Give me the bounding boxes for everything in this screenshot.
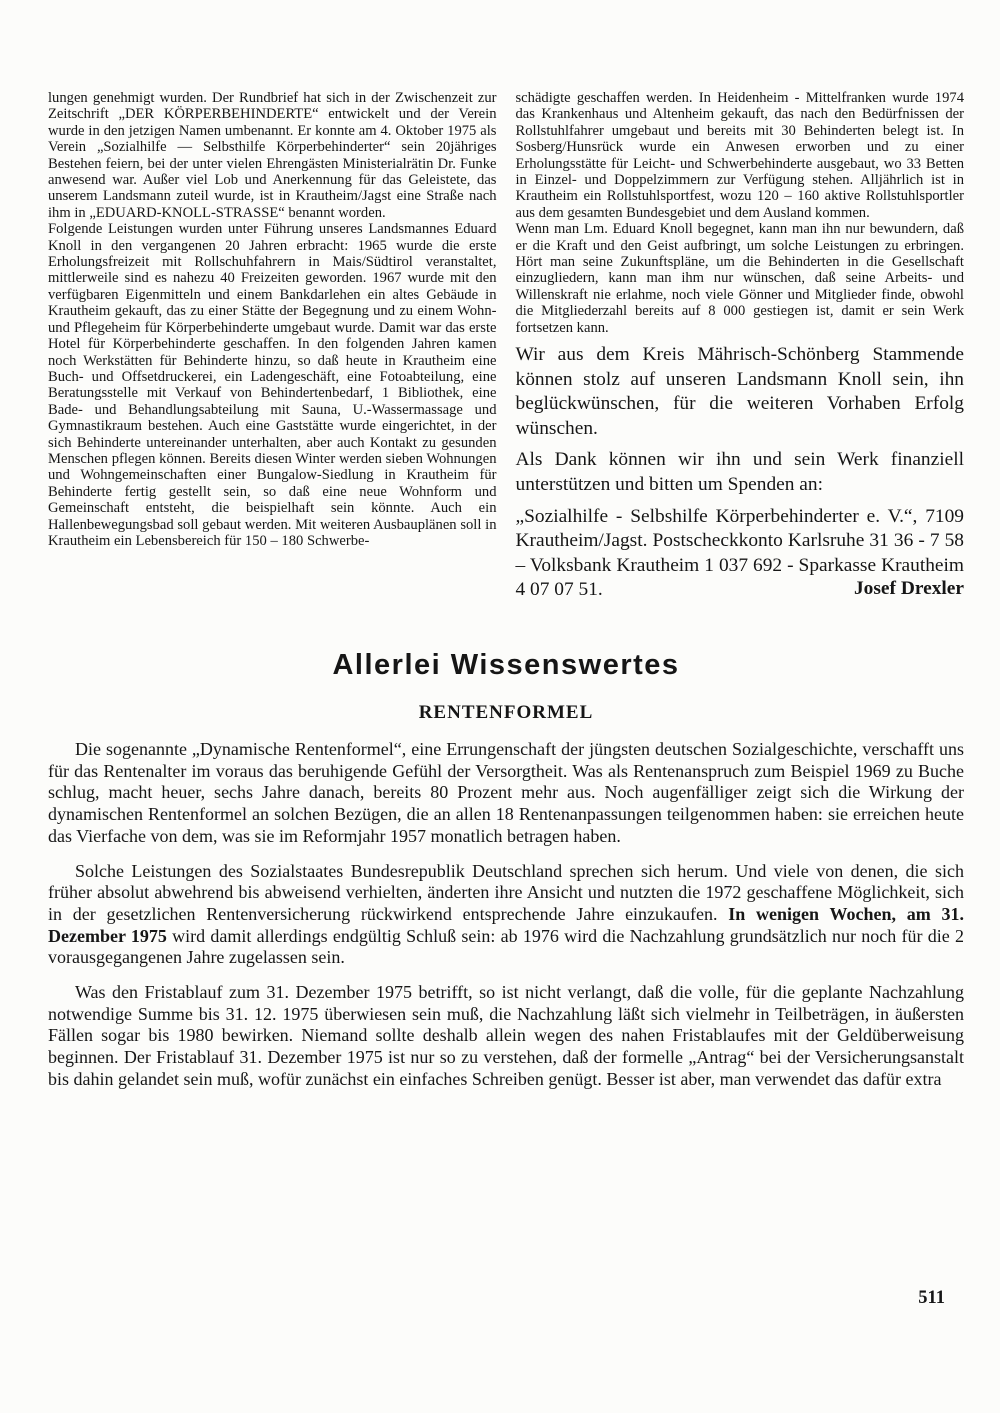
section-title: Allerlei Wissenswertes [332, 649, 680, 682]
right-column [516, 90, 965, 603]
page-number: 511 [918, 1288, 945, 1308]
paragraph: schädigte geschaffen werden. In Heidenheim - Mittelfranken wurde 1974 das Krankenhaus und Altenheim gekauft, das nach den Bedürfnissen der Rollstuhlfahrer umgebaut und bereits mit 30 Behinderten belegt ist. In Sosberg/Hunsrück wurde ein Anwesen erworben und zu einer Erholungsstätte für Leicht- und Schwerbehinderte ausgebaut, wo 33 Betten in Einzel- und Doppelzimmern zur Verfügung stehen. Alljährlich ist in Krautheim ein Rollstuhlsportfest, wozu 120 – 160 aktive Rollstuhlsportler aus dem gesamten Bundesgebiet und dem Ausland kommen. [515, 90, 964, 221]
author-signature: Josef Drexler [853, 578, 964, 600]
top-article [48, 90, 964, 603]
paragraph-emphasis: Als Dank können wir ihn und sein Werk finanziell unterstützen und bitten um Spenden an: [515, 449, 964, 496]
paragraph: lungen genehmigt wurden. Der Rundbrief hat sich in der Zwischenzeit zur Zeitschrift „DER KÖRPERBEHINDERTE“ entwickelt und der Verein wurde in den jetzigen Namen umbenannt. Er konnte am 4. Oktober 1975 als Verein „Sozialhilfe — Selbsthilfe Körperbehinderter“ sein 20jähriges Bestehen feiern, bei der unter vielen Ehrengästen Ministerialrätin Dr. Funke anwesend war. Außer viel Lob und Anerkennung für das Geleistete, das unserem Landsmann zuteil wurde, ist in Krautheim/Jagst eine Straße nach ihm in „EDUARD-KNOLL-STRASSE“ benannt worden. [48, 90, 497, 221]
paragraph-text: wird damit allerdings endgültig Schluß sein: ab 1976 wird die Nachzahlung grundsätzlich nur noch für die 2 vorausgegangenen Jahre zugelassen sein. [48, 925, 965, 968]
deadline-bold-text: In wenigen Wochen, am 31. Dezember 1975 [48, 903, 964, 946]
paragraph: Was den Fristablauf zum 31. Dezember 1975 betrifft, so ist nicht verlangt, daß die volle, für die geplante Nachzahlung notwendige Summe bis 31. 12. 1975 überwiesen sein muß, die Nachzahlung läßt sich vielmehr in Teilbeträgen, in äußersten Fällen sogar bis 1980 bewirken. Niemand sollte deshalb allein wegen des nahen Fristablaufes mit der Geldüberweisung beginnen. Der Fristablauf 31. Dezember 1975 ist nur so zu verstehen, daß der formelle „Antrag“ bei der Versicherungsanstalt bis dahin gelandet sein muß, wofür zunächst ein einfaches Schreiben genügt. Besser ist aber, man verwendet das dafür extra [48, 982, 964, 1089]
donation-text: „Sozialhilfe - Selbshilfe Körperbehinderter e. V.“, 7109 Krautheim/Jagst. Postscheckkonto Karlsruhe 31 36 - 7 58 – Volksbank Krautheim 1 037 692 - Sparkasse Krautheim 4 07 07 51. [515, 505, 964, 601]
paragraph [48, 861, 964, 970]
section-body [48, 739, 964, 1091]
donation-paragraph [516, 505, 965, 603]
paragraph-emphasis: Wir aus dem Kreis Mährisch-Schönberg Stammende können stolz auf unseren Landsmann Knoll sein, ihn beglückwünschen, für die weiteren Vorhaben Erfolg wünschen. [515, 344, 964, 439]
paragraph: Folgende Leistungen wurden unter Führung unseres Landsmannes Eduard Knoll in den vergangenen 20 Jahren erbracht: 1965 wurde die erste Erholungsfreizeit mit Rollschuhfahrern in Mais/Südtirol veranstaltet, mittlerweile sind es nahezu 40 Freizeiten geworden. 1967 wurde mit den verfügbaren Eigenmitteln und einem Bankdarlehen ein altes Gebäude in Krautheim gekauft, das zu einer Stätte der Begegnung und zu einem Wohn- und Pflegeheim für Körperbehinderte umgebaut wurde. Damit war das erste Hotel für Körperbehinderte geschaffen. In den folgenden Jahren kamen noch Werkstätten für Behinderte hinzu, so daß heute in Krautheim eine Buch- und Offsetdruckerei, ein Ladengeschäft, eine Fotoabteilung, eine Beratungsstelle mit Verkauf von Behindertenbedarf, 1 Bibliothek, eine Bade- und Behandlungsabteilung mit Sauna, U.-Wassermassage und Gymnastikraum bestehen. Auch eine Gaststätte wurde eingerichtet, in der sich Behinderte untereinander unterhalten, aber auch Kontakt zu gesunden Menschen pflegen können. Bereits diesen Winter werden sieben Wohnungen und Wohngemeinschaften einer Bungalow-Siedlung in Krautheim für Behinderte fertig gestellt sein, so daß eine neue Wohnform und Gemeinschaft entsteht, die beispielhaft sein könnte. Auch ein Hallenbewegungsbad soll gebaut werden. Mit weiteren Ausbauplänen soll in Krautheim ein Lebensbereich für 150 – 180 Schwerbe- [48, 221, 497, 549]
paragraph-text: Solche Leistungen des Sozialstaates Bundesrepublik Deutschland sprechen sich herum. Und viele von denen, die sich früher absolut abwehrend bis abweisend verhielten, änderten ihre Ansicht und nutzten die 1972 geschaffene Möglichkeit, sich in der gesetzlichen Rentenversicherung rückwirkend entsprechende Jahre einzukaufen. [48, 860, 964, 924]
paragraph: Die sogenannte „Dynamische Rentenformel“, eine Errungenschaft der jüngsten deutschen Sozialgeschichte, verschafft uns für das Rentenalter im voraus das beruhigende Gefühl der Versorgtheit. Was als Rentenanspruch zum Beispiel 1969 zu Buche schlug, macht heuer, sechs Jahre danach, bereits 80 Prozent mehr aus. Noch augenfälliger zeigt sich die Wirkung der dynamischen Rentenformel an solchen Bezügen, die an allen 18 Rentenanpassungen teilgenommen haben: sie erreichen heute das Vierfache von dem, was sie im Reformjahr 1957 monatlich betragen haben. [48, 739, 964, 846]
paragraph: Wenn man Lm. Eduard Knoll begegnet, kann man ihn nur bewundern, daß er die Kraft und den Geist aufbringt, um solche Leistungen zu erbringen. Hört man seine Zukunftspläne, um die Behinderten in die Gesellschaft einzugliedern, kann man ihm nur wünschen, daß seine Arbeits- und Willenskraft nie erlahme, noch viele Gönner und Mitglieder finde, obwohl die Mitgliederzahl bereits auf 8 000 gestiegen ist, damit er sein Werk fortsetzen kann. [515, 221, 964, 336]
section-subtitle: RENTENFORMEL [418, 702, 594, 724]
left-column [48, 90, 497, 603]
